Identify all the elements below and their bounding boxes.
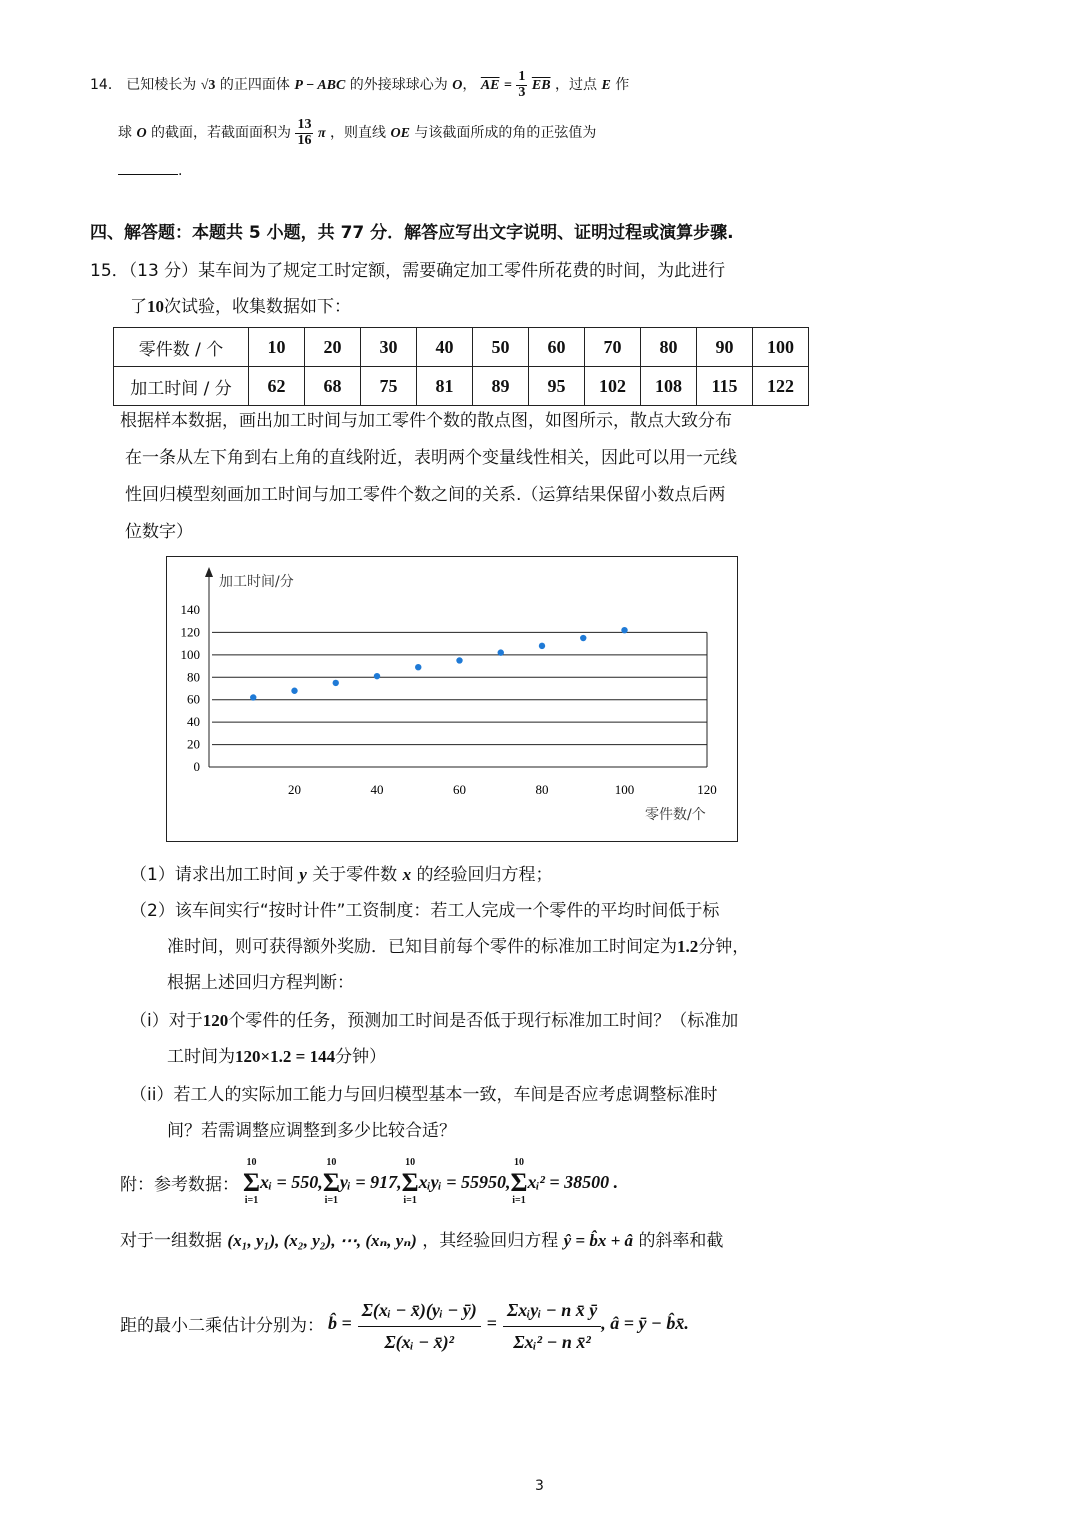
table-cell: 40 [417, 328, 473, 367]
table-header-parts: 零件数 / 个 [114, 328, 249, 367]
reference-label: 附：参考数据： [120, 1174, 239, 1195]
fraction-1-denominator: Σ(xᵢ − x̄)² [384, 1331, 455, 1352]
q15-sub2-line2: 间？若需调整应调整到多少比较合适？ [167, 1121, 456, 1141]
y-tick-label: 80 [187, 669, 200, 685]
sum-upper: 10 [246, 1157, 257, 1168]
q15-para-line2: 在一条从左下角到右上角的直线附近，表明两个变量线性相关，因此可以用一元线 [125, 448, 737, 468]
sum-lower: i=1 [403, 1194, 417, 1206]
fraction-2-numerator: Σxᵢyᵢ − n x̄ ȳ [503, 1295, 601, 1327]
q14-vector-eb: $\overline{EB}$ [531, 78, 551, 94]
sum-lower: i=1 [324, 1194, 339, 1206]
q15-text: 工时间为 [167, 1047, 235, 1067]
table-cell: 70 [585, 328, 641, 367]
q14-number: 14． [90, 77, 122, 94]
fraction-1-numerator: Σ(xᵢ − x̄)(yᵢ − ȳ) [358, 1295, 481, 1327]
q15-text: 准时间，则可获得额外奖励．已知目前每个零件的标准加工时间定为 [167, 937, 677, 957]
q14-line2 [118, 118, 596, 148]
sigma-icon: Σ [322, 1167, 340, 1197]
q15-part2-line3: 根据上述回归方程判断： [167, 973, 354, 993]
y-tick-label: 0 [193, 759, 200, 774]
table-row [114, 328, 809, 367]
reference-data [120, 1158, 618, 1206]
regression-equation: ŷ = b̂x + â [563, 1231, 634, 1250]
q14-frac-num: 1 [518, 69, 526, 84]
answer-blank-line [118, 174, 178, 175]
table-cell: 81 [417, 367, 473, 406]
q15-number: 15． [90, 261, 129, 281]
standard-total-expr: 120×1.2 = 144 [235, 1047, 336, 1066]
scatter-point [580, 635, 586, 641]
sum-symbol [243, 1158, 260, 1206]
sum-lower: i=1 [512, 1194, 526, 1206]
q15-para-line4: 位数字） [125, 522, 193, 542]
task-count: 120 [202, 1011, 229, 1030]
page-number: 3 [535, 1478, 544, 1494]
a-hat: , â = ȳ − b̂x̄. [601, 1312, 689, 1333]
q15-para-line1: 根据样本数据，画出加工时间与加工零件个数的散点图，如图所示，散点大致分布 [120, 411, 732, 431]
formula-intro [120, 1226, 723, 1251]
sum-lower: i=1 [244, 1194, 259, 1206]
x-tick-label: 80 [535, 782, 549, 797]
table-cell: 30 [361, 328, 417, 367]
chart-y-label: 加工时间/分 [219, 574, 294, 590]
q15-text: 分钟） [335, 1047, 387, 1067]
q14-answer-blank [118, 163, 182, 179]
q14-blank-end: . [178, 163, 183, 179]
table-cell: 100 [753, 328, 809, 367]
x-tick-label: 20 [288, 782, 301, 797]
q15-text: 个零件的任务，预测加工时间是否低于现行标准加工时间？（标准加 [228, 1011, 739, 1031]
q14-area-den: 16 [297, 132, 312, 148]
y-tick-label: 40 [187, 714, 200, 730]
table-cell: 95 [529, 367, 585, 406]
y-tick-label: 100 [180, 646, 200, 662]
scatter-chart [167, 557, 737, 841]
table-cell: 89 [473, 367, 529, 406]
scatter-point [374, 673, 380, 679]
sum-upper: 10 [513, 1157, 524, 1168]
q14-sqrt3: √3 [200, 78, 216, 94]
data-pairs: (x₁, y₁), (x₂, y₂), ⋯, (xₙ, yₙ) [227, 1231, 417, 1250]
q15-trial-count: 10 [147, 297, 164, 316]
q15-text: 对于一组数据 [120, 1231, 222, 1251]
table-cell: 20 [305, 328, 361, 367]
fraction-2 [503, 1295, 601, 1352]
q15-text: （13 分）某车间为了规定工时定额，需要确定加工零件所花费的时间，为此进行 [128, 261, 726, 281]
q14-point-e: E [601, 78, 611, 94]
q14-text: 的正四面体 [219, 77, 290, 94]
q14-center-o: O [452, 78, 463, 94]
y-tick-label: 140 [180, 602, 200, 617]
chart-x-label: 零件数/个 [645, 807, 706, 823]
ref-sum-x2: xᵢ² = 38500 . [527, 1171, 619, 1192]
table-cell: 122 [753, 367, 809, 406]
q14-fraction [516, 70, 527, 100]
q14-vector-ae: $\overline{AE}$ [480, 78, 500, 94]
table-cell: 102 [585, 367, 641, 406]
table-cell: 50 [473, 328, 529, 367]
q14-text: 作 [615, 77, 630, 94]
q15-text: ，其经验回归方程 [422, 1231, 559, 1251]
q14-equals: = [503, 78, 512, 94]
y-tick-label: 20 [187, 736, 200, 752]
scatter-point [498, 649, 504, 655]
q14-line-oe: OE [390, 126, 410, 142]
q15-text: 关于零件数 [312, 865, 398, 885]
x-tick-label: 60 [453, 782, 466, 797]
q14-center-o: O [136, 126, 147, 142]
q15-sub2-line1: （ii）若工人的实际加工能力与回归模型基本一致，车间是否应考虑调整标准时 [130, 1085, 718, 1105]
sum-symbol [402, 1158, 419, 1206]
q15-intro-line2 [130, 292, 351, 317]
q14-area-num: 13 [297, 117, 312, 132]
sigma-icon: Σ [510, 1167, 528, 1197]
q15-text: 的经验回归方程； [416, 865, 553, 885]
q14-text: 与该截面所成的角的正弦值为 [414, 125, 597, 142]
scatter-point [621, 627, 627, 633]
table-cell: 10 [249, 328, 305, 367]
q15-part1 [130, 860, 553, 885]
sum-symbol [323, 1158, 340, 1206]
scatter-point [291, 688, 297, 694]
ref-sum-y: yᵢ = 917, [339, 1171, 402, 1192]
y-axis-arrow-icon [205, 567, 213, 577]
fraction-2-denominator: Σxᵢ² − n x̄² [513, 1331, 591, 1352]
y-tick-label: 120 [180, 624, 200, 640]
sigma-icon: Σ [243, 1167, 260, 1197]
q14-text: 的外接球球心为 [349, 77, 448, 94]
q15-part2-line2 [167, 932, 749, 957]
ref-sum-x: xᵢ = 550, [260, 1171, 323, 1192]
table-row [114, 367, 809, 406]
q14-frac-den: 3 [518, 84, 526, 100]
x-tick-label: 100 [614, 782, 635, 797]
scatter-point [539, 643, 545, 649]
q14-text: ，则直线 [330, 125, 387, 142]
q14-text: 已知棱长为 [126, 77, 197, 94]
q14-tetrahedron: P − ABC [294, 78, 346, 94]
q15-text: 的斜率和截 [638, 1231, 724, 1251]
table-cell: 90 [697, 328, 753, 367]
sum-upper: 10 [405, 1157, 416, 1168]
q15-para-line3: 性回归模型刻画加工时间与加工零件个数之间的关系.（运算结果保留小数点后两 [125, 485, 726, 505]
q15-text: （i）对于 [130, 1011, 203, 1031]
q15-data-table [113, 327, 809, 406]
q15-intro-line1 [90, 256, 725, 281]
q14-text: ，过点 [555, 77, 597, 94]
q15-text: （1）请求出加工时间 [130, 865, 294, 885]
table-cell: 68 [305, 367, 361, 406]
q14-text: 的截面，若截面面积为 [151, 125, 292, 142]
x-tick-label: 40 [370, 782, 384, 797]
q14-text: 球 [118, 125, 132, 142]
section-heading: 四、解答题：本题共 5 小题，共 77 分．解答应写出文字说明、证明过程或演算步骤. [90, 223, 734, 243]
x-tick-label: 120 [697, 782, 717, 797]
sum-symbol [510, 1158, 527, 1206]
scatter-chart-frame [166, 556, 738, 842]
q15-sub1-line2 [167, 1042, 386, 1067]
table-cell: 75 [361, 367, 417, 406]
q15-sub1-line1 [130, 1006, 738, 1031]
table-cell: 60 [529, 328, 585, 367]
var-y: y [299, 865, 307, 884]
y-tick-label: 60 [187, 691, 200, 707]
scatter-point [333, 680, 339, 686]
scatter-point [456, 657, 462, 663]
least-squares-formula: 距的最小二乘估计分别为： b̂ = $\frac{\text{Σ(xᵢ − x̄)(yᵢ − ȳ)}}{\text{Σ(xᵢ − x̄)²}}$ = $\frac{\text{Σxᵢyᵢ − n x̄ ȳ}}{\text{Σxᵢ² − n x̄²}}$ , â = ȳ − b̂x̄. [120, 1268, 689, 1378]
table-cell: 108 [641, 367, 697, 406]
q14-pi: π [317, 126, 326, 142]
sigma-icon: Σ [401, 1167, 419, 1197]
sum-upper: 10 [326, 1157, 337, 1168]
standard-time: 1.2 [677, 937, 699, 956]
q14-area-fraction [295, 118, 313, 148]
q15-text: 次试验，收集数据如下： [164, 297, 351, 317]
q15-text: 了 [130, 297, 147, 317]
table-header-time: 加工时间 / 分 [114, 367, 249, 406]
var-x: x [402, 865, 412, 884]
b-hat: b̂ = [328, 1312, 352, 1333]
scatter-point [415, 664, 421, 670]
q15-text: 分钟， [698, 937, 750, 957]
fraction-1 [358, 1295, 481, 1352]
table-cell: 115 [697, 367, 753, 406]
scatter-point [250, 694, 256, 700]
table-cell: 80 [641, 328, 697, 367]
q15-text: 距的最小二乘估计分别为： [120, 1315, 324, 1336]
q14-line1: 14． 已知棱长为 √3 的正四面体 P − ABC 的外接球球心为 O， $\overline{AE}$ = $\frac{1}{3}$ $\overline{EB}$ ，过点 E 作 [90, 69, 630, 100]
ref-sum-xy: xᵢyᵢ = 55950, [418, 1171, 511, 1192]
table-cell: 62 [249, 367, 305, 406]
q15-part2-line1: （2）该车间实行“按时计件”工资制度：若工人完成一个零件的平均时间低于标 [130, 901, 720, 921]
